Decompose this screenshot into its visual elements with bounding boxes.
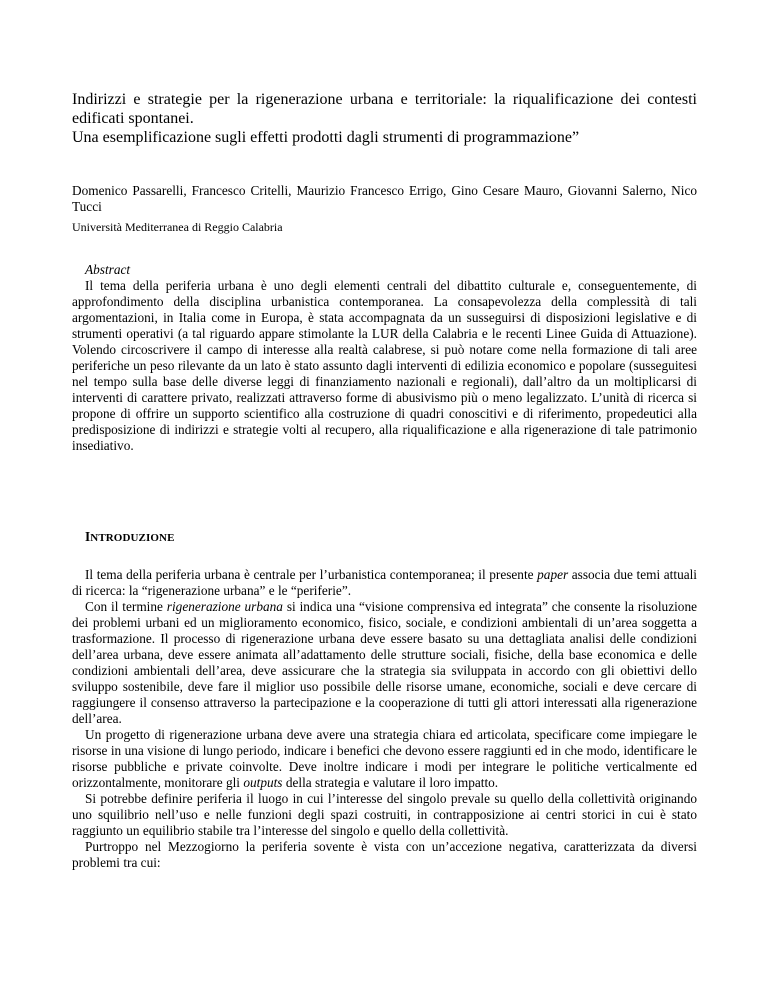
paragraph-2-emphasis: rigenerazione urbana	[166, 599, 283, 614]
paragraph-3-emphasis: outputs	[243, 775, 283, 790]
paragraph-1-emphasis: paper	[537, 567, 569, 582]
affiliation: Università Mediterranea di Reggio Calabria	[72, 220, 283, 234]
introduction-heading-rest: NTRODUZIONE	[90, 532, 175, 544]
paragraph-3-text-b: della strategia e valutare il loro impatto.	[282, 775, 499, 790]
title-line-2: Una esemplificazione sugli effetti prodotti dagli strumenti di programmazione”	[72, 129, 580, 146]
paragraph-2-text-b: si indica una “visione comprensiva ed integrata” che consente la risoluzione dei problemi urbani ed un miglioramento economico, fisico, sociale, e condizioni ambientali di un’area soggetta a trasformazione. Il processo di rigenerazione urbana deve essere basato su una dettagliata analisi delle condizioni dell’area urbana, deve essere animata all’adattamento delle strutture sociali, fisiche, della base economica e delle condizioni ambientali dell’area, deve assicurare che la strategia sia sviluppata in accordo con gli obiettivi dello sviluppo sostenibile, deve fare il miglior uso possibile delle risorse umane, economiche, sociali e deve cercare di raggiungere il consenso attraverso la partecipazione e la cooperazione di tutti gli attori interessati alla rigenerazione dell’area.	[72, 599, 697, 726]
paragraph-4: Si potrebbe definire periferia il luogo in cui l’interesse del singolo prevale su quello della collettività originando uno squilibrio nell’uso e nelle funzioni degli spazi costruiti, in contrapposizione ai centri storici in cui è stato raggiunto un equilibrio stabile tra l’interesse del singolo e quello della collettività.	[72, 791, 697, 838]
introduction-heading	[85, 530, 175, 545]
paragraph-2	[72, 599, 697, 727]
abstract-text: Il tema della periferia urbana è uno degli elementi centrali del dibattito culturale e, conseguentemente, di approfondimento della disciplina urbanistica contemporanea. La consapevolezza della complessità di tali argomentazioni, in Italia come in Europa, è stata accompagnata da un susseguirsi di disposizioni legislative e di strumenti operativi (a tal riguardo appare stimolante la LUR della Calabria e le recenti Linee Guida di Attuazione). Volendo circoscrivere il campo di interesse alla realtà calabrese, si può notare come nella formazione di tali aree periferiche un peso rilevante da un lato è stato assunto dagli interventi di edilizia economico e popolare (susseguitesi nel tempo sulla base delle diverse leggi di finanziamento nazionali e regionali), dall’altro da un moltiplicarsi di interventi di carattere privato, realizzati attraverso forme di abusivismo più o meno legalizzato. L’unità di ricerca si propone di offrire un supporto scientifico alla costruzione di quadri conoscitivi e di riferimento, propedeutici alla predisposizione di indirizzi e strategie volti al recupero, alla riqualificazione e alla rigenerazione di tale patrimonio insediativo.	[72, 278, 697, 453]
author-list: Domenico Passarelli, Francesco Critelli, Maurizio Francesco Errigo, Gino Cesare Mauro, Giovanni Salerno, Nico Tucci	[72, 183, 697, 214]
paragraph-5: Purtroppo nel Mezzogiorno la periferia sovente è vista con un’accezione negativa, caratterizzata da diversi problemi tra cui:	[72, 839, 697, 870]
paragraph-1-text-b: associa due temi attuali di ricerca: la “rigenerazione urbana” e le “periferie”.	[72, 567, 698, 598]
abstract-heading: Abstract	[85, 262, 131, 277]
paragraph-3-text-a: Un progetto di rigenerazione urbana deve avere una strategia chiara ed articolata, specificare come impiegare le risorse in una visione di lungo periodo, indicare i benefici che devono essere raggiunti ed in che modo, identificare le risorse pubbliche e private coinvolte. Deve inoltre indicare i modi per integrare le politiche verticalmente ed orizzontalmente, monitorare gli	[72, 727, 697, 790]
paragraph-1	[72, 567, 697, 599]
paragraph-2-text-a: Con il termine	[85, 599, 167, 614]
paragraph-1-text-a: Il tema della periferia urbana è centrale per l’urbanistica contemporanea; il presente	[85, 567, 538, 582]
introduction-heading-initial: I	[85, 529, 91, 544]
paper-title	[72, 90, 697, 147]
title-line-1: Indirizzi e strategie per la rigenerazione urbana e territoriale: la riqualificazione dei contesti edificati spontanei.	[72, 91, 697, 127]
introduction-body	[72, 567, 697, 871]
paragraph-3	[72, 727, 697, 791]
